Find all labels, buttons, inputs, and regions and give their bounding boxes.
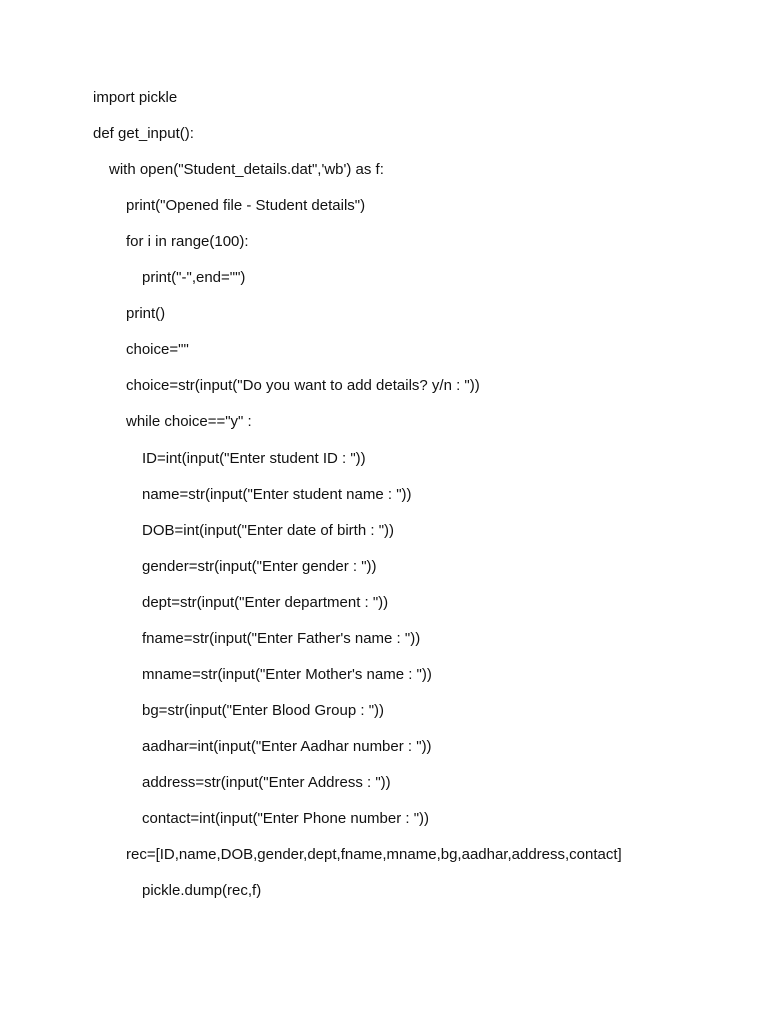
code-line: print("Opened file - Student details") [126,197,366,214]
code-line: while choice=="y" : [126,413,252,430]
code-line: choice=str(input("Do you want to add details? y/n : ")) [126,377,480,394]
code-line: mname=str(input("Enter Mother's name : ")) [142,666,432,683]
code-line: choice="" [126,341,189,358]
code-line: def get_input(): [93,125,194,142]
code-line: print() [126,305,166,322]
code-line: rec=[ID,name,DOB,gender,dept,fname,mname,bg,aadhar,address,contact] [126,846,622,863]
code-line: name=str(input("Enter student name : ")) [142,486,412,503]
code-line: bg=str(input("Enter Blood Group : ")) [142,702,385,719]
code-line: address=str(input("Enter Address : ")) [142,774,391,791]
code-line: dept=str(input("Enter department : ")) [142,594,389,611]
code-line: import pickle [93,89,178,106]
code-line: for i in range(100): [126,233,249,250]
code-line: pickle.dump(rec,f) [142,882,262,899]
code-line: gender=str(input("Enter gender : ")) [142,558,377,575]
code-line: with open("Student_details.dat",'wb') as f: [109,161,384,178]
code-line: ID=int(input("Enter student ID : ")) [142,450,366,467]
code-line: DOB=int(input("Enter date of birth : ")) [142,522,395,539]
code-line: contact=int(input("Enter Phone number : ")) [142,810,430,827]
code-line: fname=str(input("Enter Father's name : ")) [142,630,421,647]
code-line: aadhar=int(input("Enter Aadhar number : ")) [142,738,432,755]
code-line: print("-",end="") [142,269,246,286]
